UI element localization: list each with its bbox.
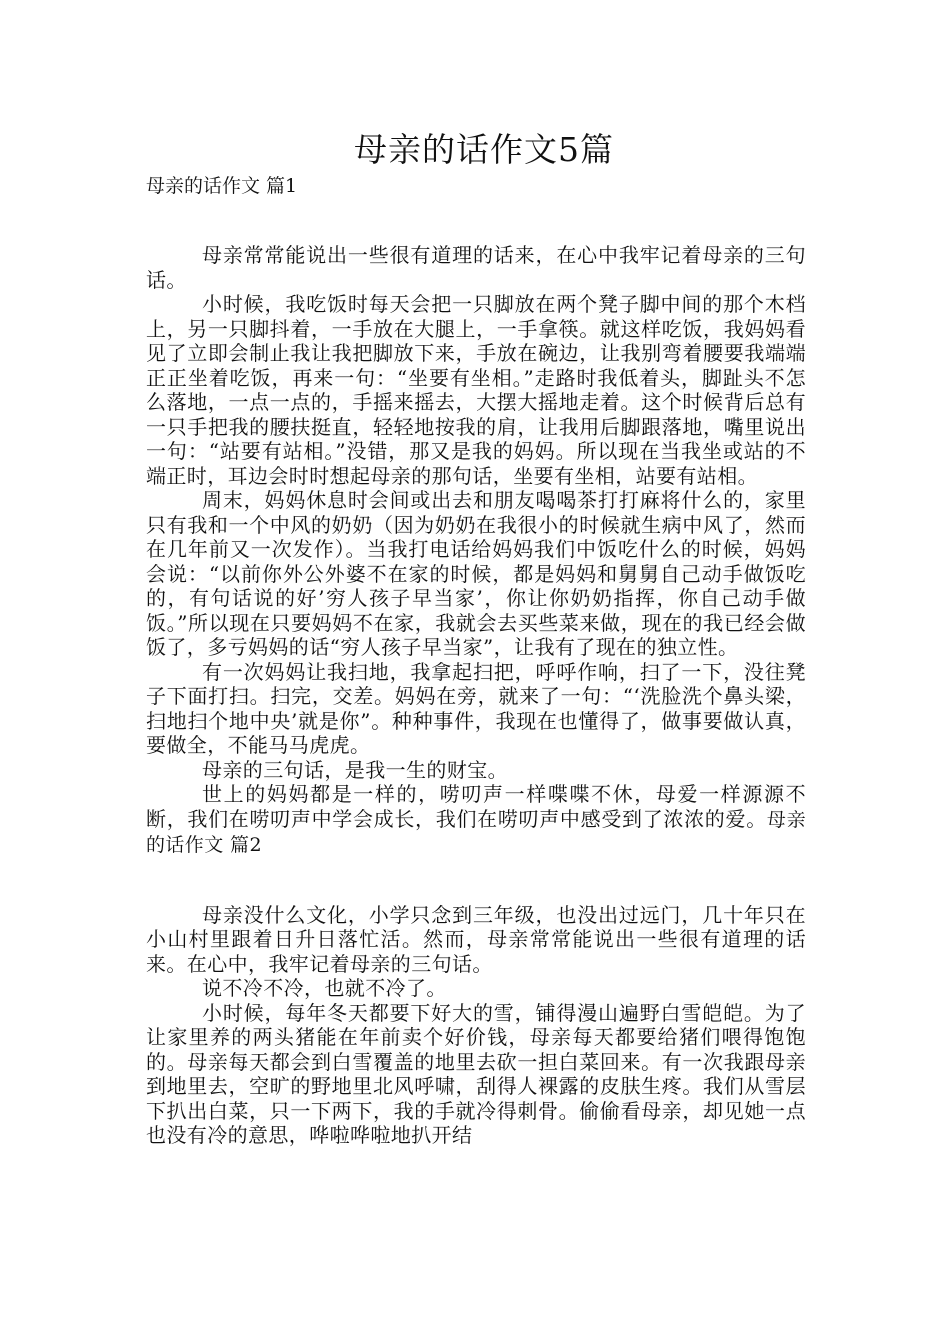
- paragraph: 小时候，每年冬天都要下好大的雪，铺得漫山遍野白雪皑皑。为了让家里养的两头猪能在年前卖个好价钱，母亲每天都要给猪们喂得饱饱的。母亲每天都会到白雪覆盖的地里去砍一担白菜回来。有一次我跟母亲到地里去，空旷的野地里北风呼啸，刮得人裸露的皮肤生疼。我们从雪层下扒出白菜，只一下两下，我的手就冷得刺骨。偷偷看母亲，却见她一点也没有冷的意思，哗啦哗啦地扒开结: [146, 1000, 806, 1147]
- section-spacer: [146, 858, 806, 903]
- section-spacer: [146, 198, 806, 243]
- paragraph-text: 世上的妈妈都是一样的，唠叨声一样喋喋不休，母爱一样源源不断，我们在唠叨声中学会成长，我们在唠叨声中感受到了浓浓的爱。: [146, 782, 806, 831]
- paragraph: 母亲的三句话，是我一生的财宝。: [202, 757, 508, 782]
- paragraph: 母亲常常能说出一些很有道理的话来，在心中我牢记着母亲的三句话。: [146, 243, 806, 292]
- section-heading-1: 母亲的话作文 篇1: [146, 175, 298, 197]
- paragraph: 有一次妈妈让我扫地，我拿起扫把，呼呼作响，扫了一下，没往凳子下面打扫。扫完，交差。妈妈在旁，就来了一句：“‘洗脸洗个鼻头梁，扫地扫个地中央’就是你”。种种事件，我现在也懂得了，做事要做认真，要做全，不能马马虎虎。: [146, 659, 806, 757]
- paragraph-with-next-heading: [146, 782, 806, 858]
- document-title: 母亲的话作文5篇: [354, 130, 614, 169]
- paragraph: 周末，妈妈休息时会间或出去和朋友喝喝茶打打麻将什么的，家里只有我和一个中风的奶奶（因为奶奶在我很小的时候就生病中风了，然而在几年前又一次发作）。当我打电话给妈妈我们中饭吃什么的时候，妈妈会说：“以前你外公外婆不在家的时候，都是妈妈和舅舅自己动手做饭吃的，有句话说的好’穷人孩子早当家’，你让你奶奶指挥，你自己动手做饭。”所以现在只要妈妈不在家，我就会去买些菜来做，现在的我已经会做饭了，多亏妈妈的话“穷人孩子早当家”，让我有了现在的独立性。: [146, 488, 806, 659]
- document-page: [146, 128, 806, 1148]
- section-heading-2: 母亲的话作文 篇2: [146, 808, 806, 856]
- paragraph: 小时候，我吃饭时每天会把一只脚放在两个凳子脚中间的那个木档上，另一只脚抖着，一手放在大腿上，一手拿筷。就这样吃饭，我妈妈看见了立即会制止我让我把脚放下来，手放在碗边，让我别弯着腰要我端端正正坐着吃饭，再来一句：“坐要有坐相。”走路时我低着头，脚趾头不怎么落地，一点一点的，手摇来摇去，大摆大摇地走着。这个时候背后总有一只手把我的腰扶挺直，轻轻地按我的肩，让我用后脚跟落地，嘴里说出一句：“站要有站相。”没错，那又是我的妈妈。所以现在当我坐或站的不端正时，耳边会时时想起母亲的那句话，坐要有坐相，站要有站相。: [146, 292, 806, 488]
- paragraph: 说不冷不冷，也就不冷了。: [202, 976, 447, 1000]
- paragraph: 母亲没什么文化，小学只念到三年级，也没出过远门，几十年只在小山村里跟着日升日落忙活。然而，母亲常常能说出一些很有道理的话来。在心中，我牢记着母亲的三句话。: [146, 902, 806, 976]
